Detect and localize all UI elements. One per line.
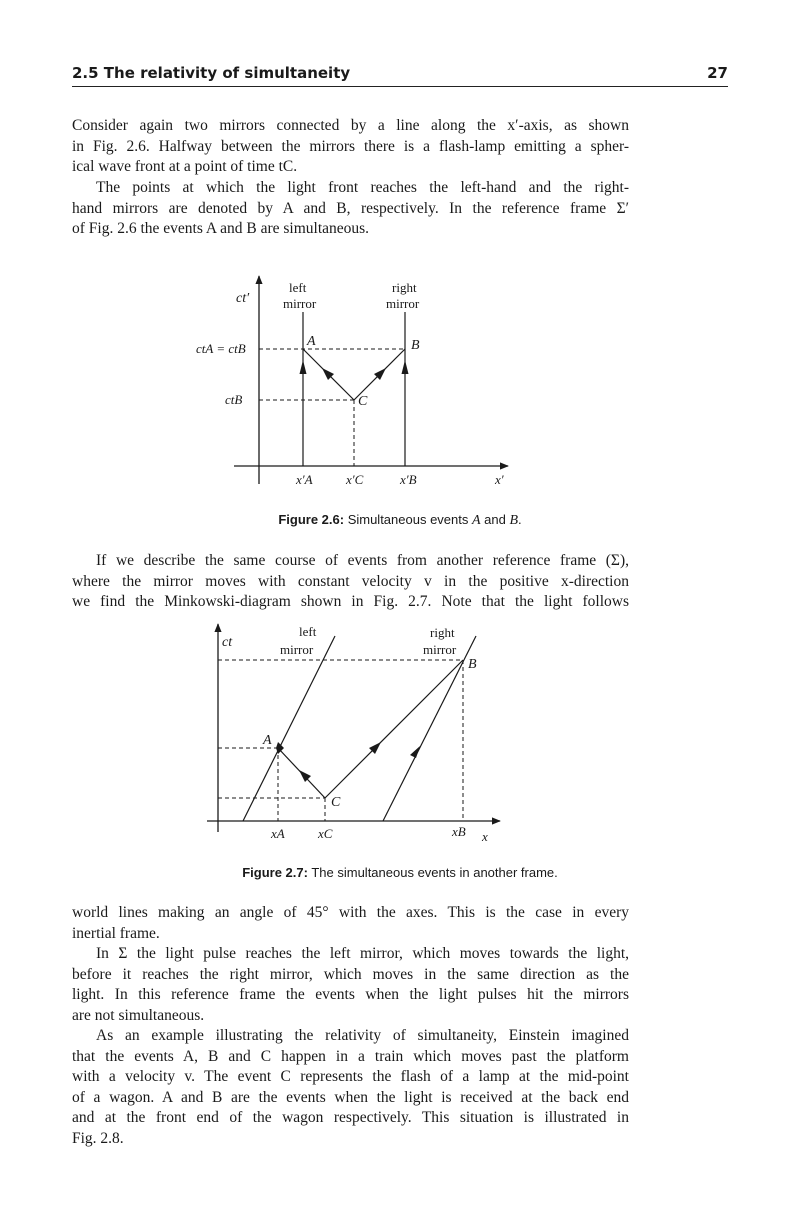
running-header xyxy=(72,62,728,87)
text-line: where the mirror moves with constant velocity v in the positive x-direction xyxy=(72,572,629,590)
right-mirror-label-1: right xyxy=(392,280,417,295)
event-b-label: B xyxy=(468,657,477,672)
left-mirror-label-2: mirror xyxy=(283,296,317,311)
light-ray-to-b xyxy=(325,660,463,798)
event-c-label: C xyxy=(358,394,368,409)
figure-2-7-diagram xyxy=(0,618,800,848)
right-mirror-arrow xyxy=(402,360,409,374)
paragraph-1 xyxy=(72,116,629,178)
light-ray-a-arrow xyxy=(299,770,311,782)
text-line: In Σ the light pulse reaches the left mirror, which moves towards the light, xyxy=(96,945,629,962)
text-line: are not simultaneous. xyxy=(72,1006,205,1024)
text-line: of a wagon. A and B are the events when the light is received at the back end xyxy=(72,1088,629,1106)
xb-prime-tick-label: x′B xyxy=(400,472,417,487)
paragraph-6 xyxy=(72,1026,629,1149)
ct-label: ct xyxy=(222,635,233,650)
caption-text: The simultaneous events in another frame. xyxy=(307,865,558,880)
caption-event-a: A xyxy=(471,513,481,528)
text-line: Consider again two mirrors connected by a line along the x′-axis, as shown xyxy=(72,117,629,134)
figure-2-6-diagram xyxy=(0,262,800,502)
ctb-label: ctB xyxy=(225,392,243,407)
text-line: ical wave front at a point of time tC. xyxy=(72,158,298,175)
left-mirror-label-1: left xyxy=(299,624,317,639)
right-mirror-label-2: mirror xyxy=(423,642,457,657)
event-a-label: A xyxy=(263,733,272,748)
caption-label: Figure 2.7: xyxy=(242,865,308,880)
paragraph-3 xyxy=(72,551,629,613)
figure-2-6-caption xyxy=(0,512,800,529)
section-title: 2.5 The relativity of simultaneity xyxy=(72,64,351,82)
event-c-label: C xyxy=(331,795,341,810)
left-mirror-label-1: left xyxy=(289,280,307,295)
event-a-label: A xyxy=(307,334,316,349)
text-line: in Fig. 2.6. Halfway between the mirrors there is a flash-lamp emitting a spher- xyxy=(72,137,629,155)
paragraph-4 xyxy=(72,903,629,944)
caption-event-b: B xyxy=(509,513,519,528)
page-number: 27 xyxy=(707,64,728,82)
text-line: before it reaches the right mirror, which moves in the same direction as the xyxy=(72,965,629,983)
xc-prime-tick-label: x′C xyxy=(346,472,364,487)
caption-text: Simultaneous events xyxy=(344,512,472,527)
cta-ctb-label: ctA = ctB xyxy=(196,341,246,356)
text-line: light. In this reference frame the events when the light pulses hit the mirrors xyxy=(72,986,629,1003)
text-line: As an example illustrating the relativity of simultaneity, Einstein imagined xyxy=(96,1027,629,1044)
left-mirror-arrow xyxy=(300,360,307,374)
x-label: x xyxy=(482,829,488,844)
text-line: Fig. 2.8. xyxy=(72,1129,124,1147)
text-line: hand mirrors are denoted by A and B, respectively. In the reference frame Σ′ xyxy=(72,199,629,217)
text-line: world lines making an angle of 45° with the axes. This is the case in every xyxy=(72,904,629,921)
text-line: inertial frame. xyxy=(72,924,160,942)
left-mirror-label-2: mirror xyxy=(280,642,314,657)
ct-prime-label: ct′ xyxy=(236,291,250,306)
text-line: with a velocity v. The event C represents the flash of a lamp at the mid-point xyxy=(72,1068,629,1085)
caption-end: . xyxy=(518,512,522,527)
paragraph-5 xyxy=(72,944,629,1026)
caption-label: Figure 2.6: xyxy=(278,512,345,527)
xb-tick-label: xB xyxy=(452,824,466,839)
text-line: we find the Minkowski-diagram shown in Fig. 2.7. Note that the light follows xyxy=(72,593,629,610)
right-mirror-arrow xyxy=(410,746,420,758)
xa-tick-label: xA xyxy=(271,826,285,841)
text-line: and at the front end of the wagon respectively. This situation is illustrated in xyxy=(72,1109,629,1126)
xa-prime-tick-label: x′A xyxy=(296,472,313,487)
right-mirror-label-2: mirror xyxy=(386,296,420,311)
paragraph-2 xyxy=(72,178,629,240)
right-mirror-worldline xyxy=(383,636,476,821)
text-line: The points at which the light front reaches the left-hand and the right- xyxy=(96,179,629,196)
caption-and: and xyxy=(480,512,510,527)
text-line: If we describe the same course of events from another reference frame (Σ), xyxy=(96,552,629,569)
text-line: that the events A, B and C happen in a train which moves past the platform xyxy=(72,1047,629,1065)
event-b-label: B xyxy=(411,338,420,353)
xc-tick-label: xC xyxy=(318,826,333,841)
figure-2-7-caption xyxy=(0,865,800,880)
right-mirror-label-1: right xyxy=(430,625,455,640)
x-prime-label: x′ xyxy=(495,472,504,487)
text-line: of Fig. 2.6 the events A and B are simultaneous. xyxy=(72,220,370,237)
